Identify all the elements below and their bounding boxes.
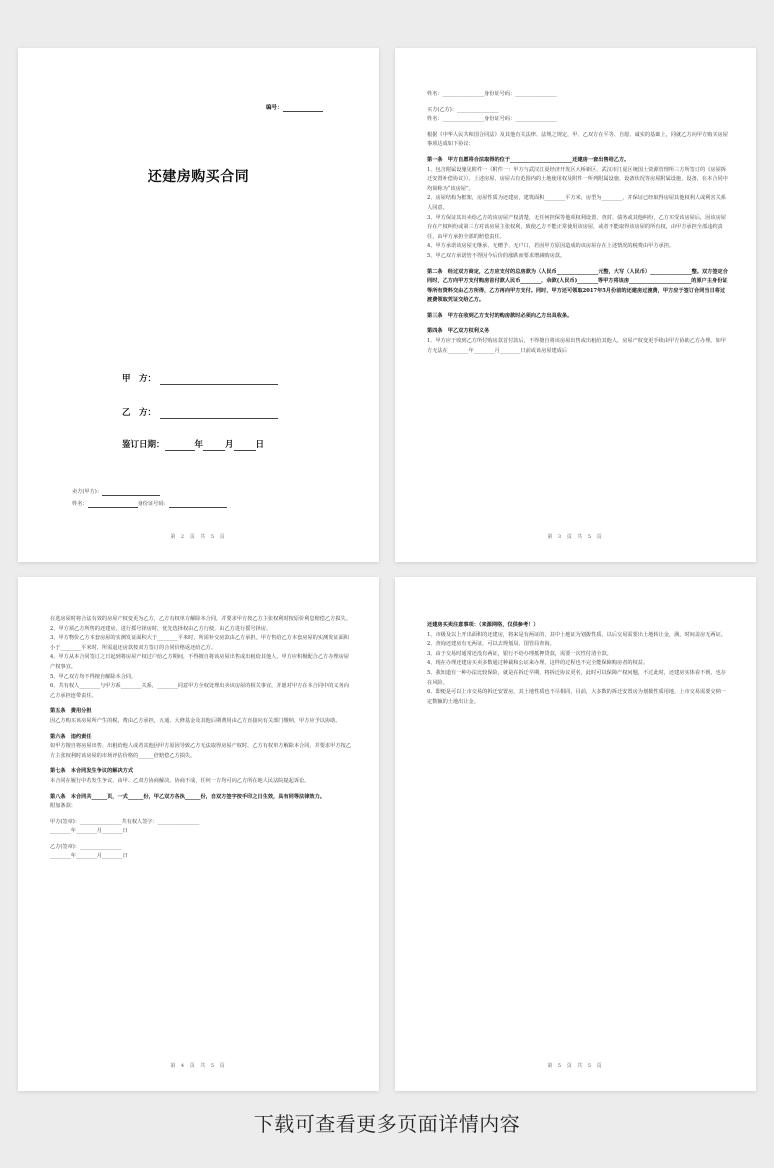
contract-title: 还建房购买合同 bbox=[147, 169, 250, 185]
party-a-row bbox=[122, 366, 278, 385]
page-3-body bbox=[50, 615, 351, 862]
contract-page-cover bbox=[18, 48, 379, 562]
clause-heading: 第五条 费用分担 bbox=[50, 708, 92, 715]
sign-date-label: 鉴订日期： bbox=[122, 440, 165, 450]
clause-text: 2、查询还建房有无两证，可以去规划局、国管局查询。 bbox=[427, 641, 555, 648]
seller-name-row bbox=[72, 500, 227, 508]
party-b-row bbox=[122, 400, 278, 419]
party-b-underline bbox=[160, 411, 278, 419]
seller-row bbox=[72, 488, 160, 496]
clause-text: 因乙方购买该房屋所产生的税、费由乙方承担，五通、大修基金及其他后期费用由乙方直接向有关部门缴纳，甲方应予以协助。 bbox=[50, 717, 341, 724]
clause-text: 3、由于交易时通常还没有两证，银行不给办理抵押贷款，需要一次性付清全款。 bbox=[427, 650, 612, 657]
clause-text: 4、甲方从本合同签订之日起到将房屋产权过户给乙方期间，不得擅自将该房屋出售或出租给其他人，甲方应积极配合乙方办理房屋产权事宜。 bbox=[50, 654, 349, 670]
clause-text: ________年________月________日 bbox=[50, 853, 128, 860]
clause-text: 1、包含附属设施见附件一（附件一：甲方与武汉江夏经济开发区大桥新区、武汉市江夏区统国土资源管理所三方所签订的《房屋拆迁安置补偿协议》）。上述房屋、房屋占有范围内的土地使用权及附件一所列附属设施、设备状况等房屋附属设施、设备，在本合同中均简称为“该房屋”。 bbox=[427, 166, 728, 192]
year-label: 年 bbox=[194, 440, 204, 450]
clause-heading: 第四条 甲乙双方权利义务 bbox=[427, 328, 490, 335]
seller-name-label: 姓名： bbox=[72, 501, 88, 507]
seller-label: 卖方(甲方)： bbox=[72, 489, 102, 495]
clause-heading: 第六条 违约责任 bbox=[50, 733, 92, 740]
month-label: 月 bbox=[225, 440, 234, 450]
clause-text: 买方(乙方)：________________ bbox=[427, 106, 499, 113]
clause-heading: 第三条 甲方在收到乙方支付的购房款时必须向乙方出具收条。 bbox=[427, 312, 573, 319]
clause-text: 姓名：________________身份证号码：________________ bbox=[427, 116, 557, 123]
clause-text: 2、甲方须乙方所售的还建房，进行摇号择房时，优先选择权由乙方行使，由乙方进行摇号择房。 bbox=[50, 625, 272, 632]
day-underline bbox=[234, 443, 256, 451]
clause-text: 1、甲方应于收到乙方所付购房款首付款后，不得擅自将该房屋出售或出租给其他人，房屋产权变更手续由甲方协助乙方办理。如甲方无法在________年________月________日前或该房屋建成后 bbox=[427, 338, 726, 354]
clause-text: 4、现在办理还建房买卖多数通过种裁和公证来办理，这样的过程也不完全能保障购房者的权益。 bbox=[427, 660, 649, 667]
seller-underline bbox=[102, 488, 160, 496]
contract-number-underline bbox=[283, 104, 323, 112]
page-number: 第 5 页 共 5 页 bbox=[547, 1063, 604, 1069]
clause-text: 1、市级及以上开出面积的还建房，将来是有两证的，其中土地证为划拨性质，以后交易需要出土地转让金，满，时间盖房无两证。 bbox=[427, 631, 726, 638]
clause-text: ________年________月________日 bbox=[50, 828, 128, 835]
sign-date-row bbox=[122, 432, 264, 451]
clause-text: 姓名：________________身份证号码：________________ bbox=[427, 91, 557, 97]
clause-text: 6、即便是可以上市交易的拆迁安置房，其土地性质也不尽相同，目前，大多数的拆迁安置房为划拨性质用地，上市交易需要交纳一定数额的土地出让金。 bbox=[427, 689, 726, 705]
clause-text: 5、我知道有一种办法比较保险，就是在拆迁早期，将拆迁协议更名，此时可以保障产权问题，不过此时，还建房实体看不到，也存在风险。 bbox=[427, 669, 726, 686]
clause-text: 5、甲乙双方承诺皆不得因今后价的涨跌而要求增减购房款。 bbox=[427, 252, 566, 259]
party-a-underline bbox=[160, 377, 278, 385]
clause-text: 根据《中华人民共和国合同法》及其他有关法律、法规之规定，甲、乙双方在平等、自愿、诚实的基础上，同就乙方向甲方购买房屋事项达成如下协议： bbox=[427, 131, 728, 148]
clause-heading: 还建房买卖注意事项：（来源网络，仅供参考！） bbox=[427, 622, 539, 628]
clause-text: 如甲方擅自将房屋出售、出租给他人或者其他因甲方原因导致乙方无法取得房屋产权时，乙方有权单方解除本合同，并要求甲方按乙方主张权利时该房屋的市场评估价格的______倍赔偿乙方损失。 bbox=[50, 743, 351, 759]
page-notes-body bbox=[427, 615, 728, 707]
clause-text: 附加条款： bbox=[50, 803, 76, 810]
clause-heading: 第一条 甲方自愿将合法取得的位于________________________还建房一套出售给乙方。 bbox=[427, 156, 630, 163]
clause-text: 乙方(签章)：________________ bbox=[50, 843, 122, 850]
download-more-caption: 下载可查看更多页面详情内容 bbox=[253, 1112, 521, 1136]
party-b-label: 乙 方： bbox=[122, 408, 157, 418]
clause-text: 3、甲方物价乙方本套房屋的实测发证面积大于________平米时，所需补交房款由乙方承担。甲方售给乙方本套房屋的实测发证面积小于________平米时，所需退还房款按双方签订的合同价格返还给乙方。 bbox=[50, 635, 349, 651]
clause-text: 本合同在履行中若发生争议，由甲、乙双方协商解决。协商不成，任何一方均可向乙方所在地人民法院提起诉讼。 bbox=[50, 777, 310, 784]
contract-number-label: 编号： bbox=[266, 105, 283, 111]
clause-text: 在选房屋时将合法有效的房屋产权变更为乙方，乙方有权单方解除本合同，并要求甲方按乙方主张权利时按原价利息赔偿乙方损失。 bbox=[50, 616, 351, 622]
contract-page-notes bbox=[395, 577, 756, 1091]
seller-id-underline bbox=[169, 500, 227, 508]
contract-number-field bbox=[266, 104, 323, 112]
year-underline bbox=[165, 443, 195, 451]
page-number: 第 4 页 共 5 页 bbox=[170, 1063, 227, 1069]
clause-text: 3、甲方保证其出卖给乙方的该房屋产权清楚，无任何担保等他项权利设置、查封、债务或其他纠纷，乙方买受该房屋后，因该房屋存在产权纠纷或第三方对该房屋主张权利，致使乙方不能正常使用该房屋，或者不能取得该房屋的所有权，由甲方承担全部违约责任，由甲方承担全部的赔偿责任。 bbox=[427, 214, 726, 240]
page-2-body bbox=[427, 90, 728, 356]
month-underline bbox=[203, 443, 225, 451]
seller-id-label: 身份证号码： bbox=[137, 501, 169, 507]
clause-text: 2、房屋结构为框架，房屋性质为还建房，建筑面积________平方米，房型为________，并保证已经取得房屋其他权利人或利害关系人同意。 bbox=[427, 195, 726, 211]
clause-text: 5、甲乙双方均不得擅自解除本合同。 bbox=[50, 673, 137, 680]
seller-name-underline bbox=[88, 500, 138, 508]
clause-text: 6、共有权人________与甲方系________关系，________同意甲方全权处理出卖该房屋的相关事宜，并愿对甲方在本合同中的义务向乙方承担连带责任。 bbox=[50, 683, 349, 699]
contract-page-2 bbox=[395, 48, 756, 562]
clause-heading: 第二条 经过双方商定，乙方应支付的总房款为（人民币________________元整，大写（人民币）________________整。双方签定合同时，乙方向甲方支付购房首付款人民币________，余款(人民币)________等甲方将该房________________________的原户主身份证等所有资料交由乙方所得，乙方再向甲方支付。同时，甲方还可领取2017年5月份前的还建房过渡费，甲方应于签订合同当日将过渡费领取凭证交给乙方。 bbox=[427, 268, 728, 304]
day-label: 日 bbox=[255, 440, 265, 450]
clause-heading: 第七条 本合同发生争议的解决方式 bbox=[50, 768, 134, 775]
clause-text: 甲方(签章)：________________共有权人签字：________________ bbox=[50, 818, 200, 825]
contract-page-3 bbox=[18, 577, 379, 1091]
clause-heading: 第八条 本合同共______页，一式______份，甲乙双方各执______份，自双方签字按手印之日生效，具有同等法律效力。 bbox=[50, 793, 325, 800]
clause-text: 4、甲方承诺该房屋无继承、无赠予、无户口，若因甲方原因造成的该房屋存在上述情况的税费由甲方承担。 bbox=[427, 243, 675, 250]
party-a-label: 甲 方： bbox=[122, 374, 157, 384]
page-number: 第 3 页 共 5 页 bbox=[547, 534, 604, 540]
page-number: 第 2 页 共 5 页 bbox=[170, 534, 227, 540]
